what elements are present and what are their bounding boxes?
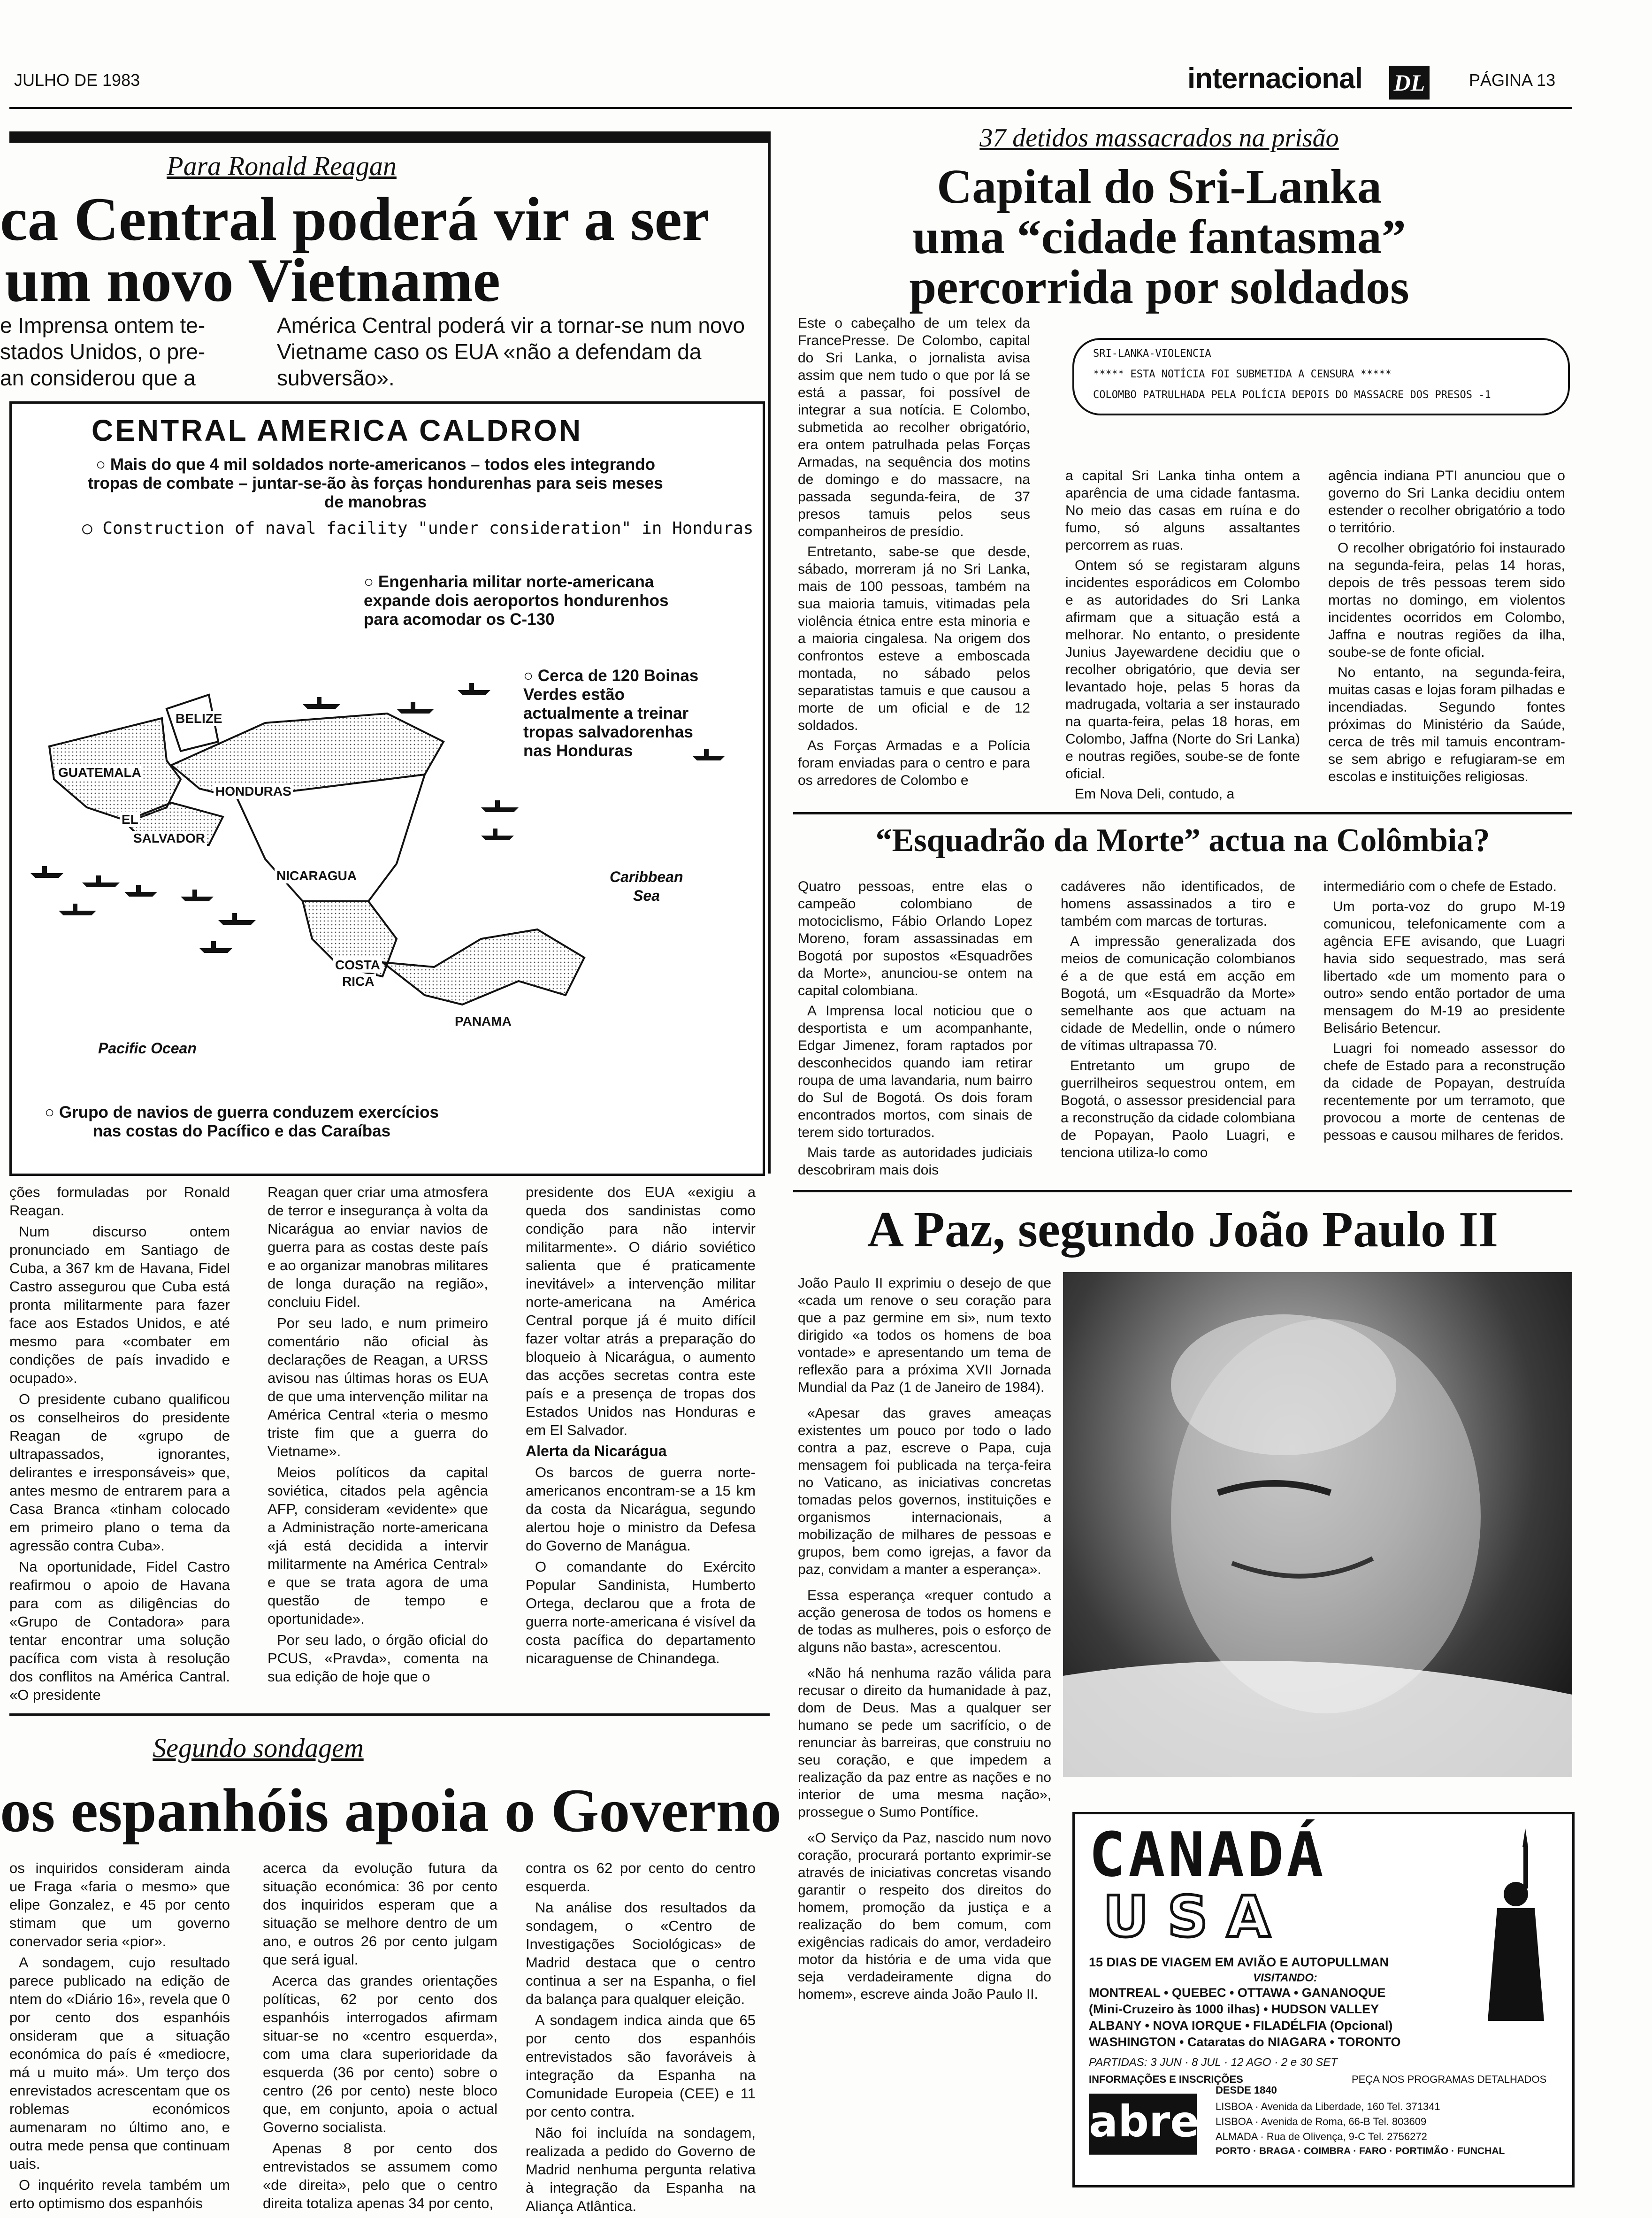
reagan-headline-2: um novo Vietname	[5, 246, 500, 315]
ad-line-2: MONTREAL • QUEBEC • OTTAWA • GANANOQUE	[1089, 1986, 1386, 2000]
map-bullet-2	[82, 519, 763, 538]
travel-ad	[1072, 1812, 1575, 2187]
ad-visiting: VISITANDO:	[1253, 1972, 1317, 1984]
newspaper-logo: DL	[1389, 66, 1430, 100]
srilanka-col-1	[798, 315, 1030, 792]
espanha-col1-p1: os inquiridos consideram ainda ue Fraga «faria o mesmo» que elipe Gonzalez, e 45 por cento stimam que um governo conervador seria «pior».	[9, 1860, 230, 1949]
bullet-circle-icon: ○	[96, 455, 110, 474]
map-box	[9, 401, 765, 1176]
papa-p2: «Apesar das graves ameaças existentes um pouco por todo o lado contra a paz, escreve o Papa, cuja mensagem foi publicada na terça-feira no Vaticano, as iniciativas concretas tomadas pelos governos, instituições e organismos internacionais, a mobilização de milhares de pessoas e grupos, bem como igrejas, a favor da paz, convidam a manter a esperança».	[798, 1405, 1051, 1577]
reagan-subhead: Alerta da Nicarágua	[526, 1443, 667, 1459]
reagan-col2-p4: Por seu lado, o órgão oficial do PCUS, «Pravda», comenta na sua edição de hoje que o	[268, 1632, 488, 1685]
papa-col-1	[798, 1274, 1051, 2006]
ad-programs: PEÇA NOS PROGRAMAS DETALHADOS	[1352, 2073, 1547, 2085]
map-bullet-4-text: Cerca de 120 Boinas Verdes estão actualmente a treinar tropas salvadorenhas nas Honduras	[523, 667, 699, 760]
label-rica: RICA	[340, 974, 376, 989]
espanha-col1-p2: A sondagem, cujo resultado parece publicado na edição de ntem do «Diário 16», revela que 0 por cento dos espanhóis onsideram que a situação económica do país é «mediocre, má u muito má». Um terço dos enrevistados acrescentam que os roblemas económicos aumenaram no último ano, e outra mede pensa que continuam uais.	[9, 1954, 230, 2172]
reagan-col3-p3: O comandante do Exército Popular Sandinista, Humberto Ortega, declarou que a frota de guerra norte-americana é visível da costa pacífica do departamento nicaraguense de Chinandega.	[526, 1558, 756, 1666]
central-america-map	[12, 638, 758, 1023]
map-bullet-1	[82, 455, 669, 512]
page-number: PÁGINA 13	[1469, 70, 1556, 90]
label-sea: Sea	[631, 887, 662, 905]
pope-photo	[1063, 1272, 1572, 1777]
telex-box	[1072, 338, 1570, 415]
reagan-col3-p1: presidente dos EUA «exigiu a queda dos sandinistas como condição para não intervir militarmente». O diário soviético salienta que é praticamente inevitável» a intervenção militar norte-americana na América Central porque já é muito difícil fazer voltar atrás a preparação do bloqueio à Nicarágua, o aumento das acções secretas contra este país e a presença de tropas dos Estados Unidos nas Honduras e em El Salvador.	[526, 1184, 756, 1438]
reagan-col2-p2: Por seu lado, e num primeiro comentário não oficial às declarações de Reagan, a URSS avisou nas últimas horas os EUA de que uma intervenção militar na América Central «teria o mesmo triste fim que a guerra do Vietname».	[268, 1315, 488, 1459]
espanha-col-2	[263, 1859, 497, 2215]
srilanka-col1-p1: Este o cabeçalho de um telex da FrancePresse. De Colombo, capital do Sri Lanka, o jornalista avisa assim que nem tudo o que por lá se está a passar, foi possível de integrar a sua notícia. E Colombo, submetida ao recolher obrigatório, era ontem patrulhada pelas Forças Armadas, na sequência dos motins de domingo e do massacre, na passada segunda-feira, de 37 presos tamuis pelos seus companheiros de presídio.	[798, 315, 1030, 539]
ad-line-4: ALBANY • NOVA IORQUE • FILADÉLFIA (Opcional)	[1089, 2018, 1393, 2033]
espanha-col2-p2: Acerca das grandes orientações políticas, 62 por cento dos espanhóis interrogados afirmam situar-se no «centro esquerda», com uma clara superioridade da esquerda (36 por cento) sobre o centro (26 por cento) neste bloco que, em conjunto, apoia o actual Governo socialista.	[263, 1972, 497, 2135]
srilanka-col1-p2: Entretanto, sabe-se que desde, sábado, morreram já no Sri Lanka, mais de 100 pessoas, também na sua maioria tamuis, vitimadas pela violência étnica entre esta minoria e a maioria cingalesa. Na origem dos confrontos esteve a emboscada montada, no sábado pelos separatistas tamuis e que causou a morte de um oficial e de 12 soldados.	[798, 544, 1030, 733]
label-caribbean: Caribbean	[608, 868, 685, 886]
colombia-col3-p3: Luagri foi nomeado assessor do chefe de Estado para a reconstrução da cidade de Popayan, destruída recentemente por um terramoto, que provocou a morte de centenas de pessoas e causou milhares de feridos.	[1323, 1041, 1565, 1143]
header-date: JULHO DE 1983	[14, 70, 140, 90]
espanha-col2-p1: acerca da evolução futura da situação económica: 36 por cento dos inquiridos esperam que a situação se melhore dentro de um ano, e outros 26 por cento julgam que será igual.	[263, 1860, 497, 1968]
colombia-headline: “Esquadrão da Morte” actua na Colômbia?	[875, 822, 1490, 859]
label-nicaragua: NICARAGUA	[275, 868, 359, 883]
reagan-col3-p2: Os barcos de guerra norte-americanos encontram-se a 15 km da costa da Nicarágua, segundo alertou hoje o ministro da Defesa do Governo de Manágua.	[526, 1464, 756, 1554]
telex-line-1: SRI-LANKA-VIOLENCIA	[1093, 348, 1211, 360]
reagan-col1-p4: Na oportunidade, Fidel Castro reafirmou o apoio de Havana para com as diligências do «Grupo de Contadora» para tentar encontrar uma solução pacífica com vista à resolução dos conflitos na América Cantral. «O presidente	[9, 1558, 230, 1703]
reagan-col-1	[9, 1183, 230, 1707]
srilanka-col2-p3: Em Nova Deli, contudo, a	[1075, 786, 1235, 802]
label-pacific: Pacific Ocean	[96, 1040, 199, 1057]
ad-line-5: WASHINGTON • Cataratas do NIAGARA • TORONTO	[1089, 2035, 1401, 2049]
map-title: CENTRAL AMERICA CALDRON	[92, 414, 583, 447]
srilanka-kicker: 37 detidos massacrados na prisão	[979, 123, 1339, 153]
srilanka-col2-p1: a capital Sri Lanka tinha ontem a aparência de uma cidade fantasma. No meio das casas em ruína e do fumo, só alguns assaltantes percorrem as ruas.	[1065, 468, 1300, 553]
srilanka-headline-3: percorrida por soldados	[909, 260, 1409, 314]
bullet-circle-icon: ○	[82, 519, 103, 538]
espanha-col3-p3: A sondagem indica ainda que 65 por cento dos espanhóis entrevistados são favoráveis à integração da Espanha na Comunidade Europeia (CEE) e 11 por cento contra.	[526, 2012, 756, 2120]
reagan-lead-left: e Imprensa ontem te- stados Unidos, o pre- an considerou que a	[0, 313, 206, 390]
reagan-lead-right: América Central poderá vir a tornar-se num novo Vietname caso os EUA «não a defendam da subversão».	[277, 313, 745, 390]
espanha-col-3	[526, 1859, 756, 2218]
map-bullet-5	[31, 1103, 453, 1141]
srilanka-bottom-rule	[793, 812, 1572, 814]
colombia-col2-p2: A impressão generalizada dos meios de comunicação colombianos é a de que está em acção em Bogotá, um «Esquadrão da Morte» semelhante aos que actuam na cidade de Medellin, onde o número de vítimas ultrapassa 70.	[1061, 934, 1295, 1053]
colombia-col2-p3: Entretanto um grupo de guerrilheiros sequestrou ontem, em Bogotá, o assessor presidencial para a reconstrução da cidade colombiana de Popayan, Paolo Luagri, e tenciona utiliza-lo como	[1061, 1058, 1295, 1160]
colombia-col-2	[1061, 878, 1295, 1164]
telex-line-2: ***** ESTA NOTÍCIA FOI SUBMETIDA A CENSURA *****	[1093, 368, 1392, 380]
papa-headline: A Paz, segundo João Paulo II	[867, 1202, 1499, 1258]
ad-partidas: PARTIDAS: 3 JUN · 8 JUL · 12 AGO · 2 e 30 SET	[1089, 2056, 1338, 2069]
ad-address-3: ALMADA · Rua de Olivença, 9-C Tel. 2756272	[1216, 2131, 1427, 2142]
srilanka-col-3	[1328, 467, 1565, 788]
espanha-kicker: Segundo sondagem	[153, 1733, 364, 1763]
statue-of-liberty-icon	[1478, 1824, 1563, 2021]
ad-brand-logo: abreu	[1089, 2094, 1197, 2155]
bullet-circle-icon: ○	[44, 1103, 59, 1121]
colombia-col1-p3: Mais tarde as autoridades judiciais descobriram mais dois	[798, 1145, 1032, 1178]
colombia-col-3	[1323, 878, 1565, 1147]
espanha-col3-p1: contra os 62 por cento do centro esquerda.	[526, 1860, 756, 1895]
bullet-circle-icon: ○	[364, 573, 378, 591]
reagan-col-3	[526, 1183, 756, 1670]
ad-title-usa: USA	[1103, 1885, 1289, 1950]
espanha-col3-p2: Na análise dos resultados da sondagem, o «Centro de Investigações Sociológicas» de Madrid destaca que o centro continua a ser na Espanha, o fiel da balança para qualquer eleição.	[526, 1899, 756, 2007]
srilanka-col3-p1: agência indiana PTI anunciou que o governo do Sri Lanka decidiu ontem estender o recolher obrigatório a todo o território.	[1328, 468, 1565, 536]
ad-address-2: LISBOA · Avenida de Roma, 66-B Tel. 803609	[1216, 2116, 1427, 2127]
label-belize: BELIZE	[174, 711, 224, 726]
label-honduras: HONDURAS	[214, 784, 293, 799]
colombia-col3-p2: Um porta-voz do grupo M-19 comunicou, telefonicamente com a agência EFE avisando, que Luagri havia sido sequestrado, mas será libertado «de um momento para o outro» sendo então portador de uma mensagem do M-19 ao presidente Belisário Betencur.	[1323, 899, 1565, 1036]
espanha-headline: os espanhóis apoia o Governo	[0, 1776, 781, 1845]
reagan-col2-p3: Meios políticos da capital soviética, citados pela agência AFP, consideram «evidente» que a Administração norte-americana «já está decidida a intervir militarmente na América Central» e que se trata agora de uma questão de tempo e oportunidade».	[268, 1464, 488, 1627]
bullet-circle-icon: ○	[523, 667, 538, 685]
espanha-col2-p3: Apenas 8 por cento dos entrevistados se assumem como «de direita», pelo que o centro direita totaliza apenas 34 por cento,	[263, 2140, 497, 2211]
reagan-kicker: Para Ronald Reagan	[167, 151, 397, 181]
papa-p1: João Paulo II exprimiu o desejo de que «cada um renove o seu coração para que a paz germine em si», num texto dirigido «a todos os homens de boa vontade» e apresentando um tema de reflexão para a próxima XVII Jornada Mundial da Paz (1 de Janeiro de 1984).	[798, 1275, 1051, 1395]
reagan-top-rule	[9, 131, 770, 143]
map-bullet-2-text: Construction of naval facility "under consideration" in Honduras	[102, 519, 754, 538]
reagan-col1-p1: ções formuladas por Ronald Reagan.	[9, 1184, 230, 1219]
ad-since: DESDE 1840	[1216, 2084, 1277, 2096]
map-bullet-3	[364, 573, 692, 629]
label-guatemala: GUATEMALA	[56, 765, 143, 780]
reagan-col1-p3: O presidente cubano qualificou os conselheiros do presidente Reagan de «grupo de ultrapassados, ignorantes, delirantes e irresponsáveis» que, antes mesmo de entrarem para a Casa Branca «tinham colocado em primeiro plano o tema da agressão contra Cuba».	[9, 1391, 230, 1554]
panama-shape	[382, 929, 584, 1005]
srilanka-col3-p2: O recolher obrigatório foi instaurado na segunda-feira, pelas 14 horas, depois de três pessoas terem sido mortas no domingo, em violentos incidentes ocorridos em Colombo, Jaffna e noutras regiões da ilha, soube-se de fonte oficial.	[1328, 540, 1565, 660]
srilanka-headline-1: Capital do Sri-Lanka	[937, 160, 1382, 214]
reagan-col2-p1: Reagan quer criar uma atmosfera de terror e insegurança à volta da Nicarágua ao enviar navios de guerra para as costas deste país e ao organizar manobras militares de longa duração na região», concluiu Fidel.	[268, 1184, 488, 1310]
papa-p3: Essa esperança «requer contudo a acção generosa de todos os homens e de todas as mulheres, pois o esforço de alguns não basta», acrescentou.	[798, 1588, 1051, 1655]
colombia-col2-p1: cadáveres não identificados, de homens assassinados a tiro e também com marcas de torturas.	[1061, 879, 1295, 929]
ad-address-4: PORTO · BRAGA · COIMBRA · FARO · PORTIMÃO · FUNCHAL	[1216, 2146, 1505, 2157]
ad-address-1: LISBOA · Avenida da Liberdade, 160 Tel. 371341	[1216, 2101, 1440, 2112]
srilanka-col1-p3: As Forças Armadas e a Polícia foram enviadas para o centro e para os arredores de Colombo e	[798, 738, 1030, 788]
map-bullet-1-text: Mais do que 4 mil soldados norte-americanos – todos eles integrando tropas de combate – juntar-se-ão às forças hondurenhas para seis meses de manobras	[88, 455, 663, 511]
srilanka-col2-p2: Ontem só se registaram alguns incidentes esporádicos em Colombo e as autoridades do Sri Lanka afirmam que a situação está a melhorar. No entanto, o presidente Junius Jayewardene decidiu que o recolher obrigatório, que devia ser levantado hoje, pelas 5 horas da madrugada, voltaria a ser instaurado na quarta-feira, pelas 18 horas, em Colombo, Jaffna (Norte do Sri Lanka) e noutras regiões, soube-se de fonte oficial.	[1065, 558, 1300, 782]
header-rule	[9, 107, 1572, 109]
espanha-col1-p3: O inquérito revela também um erto optimismo dos espanhóis	[9, 2177, 230, 2211]
reagan-col-2	[268, 1183, 488, 1688]
srilanka-col-2	[1065, 467, 1300, 806]
srilanka-col3-p3: No entanto, na segunda-feira, muitas casas e lojas foram pilhadas e incendiadas. Segundo fontes próximas do Ministério da Saúde, cerca de três mil tamuis encontram-se sem abrigo e refugiaram-se em escolas e instituições religiosas.	[1328, 665, 1565, 784]
papa-p5: «O Serviço da Paz, nascido num novo coração, procurará portanto exprimir-se através de iniciativas concretas visando garantir o respeito dos direitos do homem, promoção da justiça e a realização do bem comum, com exigências radicais do amor, verdadeiro motor da história e de uma vida que seja verdadeiramente digna do homem», escreve ainda João Paulo II.	[798, 1830, 1051, 2002]
srilanka-headline-2: uma “cidade fantasma”	[912, 210, 1406, 264]
papa-p4: «Não há nenhuma razão válida para recusar o direito da humanidade à paz, dom de Deus. Mas a qualquer ser humano se pede um sacrifício, o de renunciar às barreiras, que construiu no seu coração, e que impedem a realização da paz entre as nações e no interior de uma mesma nação», prossegue o Sumo Pontífice.	[798, 1665, 1051, 1820]
pope-portrait-image	[1063, 1272, 1572, 1777]
label-costa: COSTA	[333, 958, 382, 973]
map-bullet-5-text: Grupo de navios de guerra conduzem exercícios nas costas do Pacífico e das Caraíbas	[59, 1103, 439, 1140]
label-salvador: SALVADOR	[131, 831, 207, 846]
colombia-col-1	[798, 878, 1032, 1182]
telex-line-3: COLOMBO PATRULHADA PELA POLÍCIA DEPOIS DO MASSACRE DOS PRESOS -1	[1093, 389, 1491, 401]
reagan-col1-p2: Num discurso ontem pronunciado em Santiago de Cuba, a 367 km de Havana, Fidel Castro assegurou que Cuba está pronta militarmente para fazer face aos Estados Unidos, e até mesmo para «combater em condições de país invadido e ocupado».	[9, 1223, 230, 1386]
label-el: EL	[120, 812, 140, 827]
map-bullet-3-text: Engenharia militar norte-americana expande dois aeroportos hondurenhos para acomodar os C-130	[364, 573, 669, 629]
reagan-headline-1: ca Central poderá vir a ser	[0, 184, 710, 253]
espanha-col-1	[9, 1859, 230, 2215]
colombia-col1-p2: A Imprensa local noticiou que o desportista e um acompanhante, Edgar Jimenez, foram raptados por desconhecidos quando iam retirar roupa de uma lavandaria, num bairro do Sul de Bogotá. Os dois foram encontrados mortos, com sinais de terem sido torturados.	[798, 1003, 1032, 1140]
label-panama: PANAMA	[453, 1014, 513, 1029]
reagan-right-rule	[768, 131, 771, 1174]
espanha-col3-p4: Não foi incluída na sondagem, realizada a pedido do Governo de Madrid nenhuma pergunta relativa à integração da Espanha na Aliança Atlântica.	[526, 2125, 756, 2214]
ad-title-canada: CANADÁ	[1089, 1819, 1326, 1890]
espanha-top-rule	[9, 1713, 770, 1716]
section-title: internacional	[1187, 62, 1362, 95]
colombia-col1-p1: Quatro pessoas, entre elas o campeão colombiano de motociclismo, Fábio Orlando Lopez Moreno, foram assassinadas em Bogotá por supostos «Esquadrões da Morte», anunciou-se ontem na capital colombiana.	[798, 879, 1032, 998]
colombia-col3-p1: intermediário com o chefe de Estado.	[1323, 879, 1557, 894]
ad-line-3: (Mini-Cruzeiro às 1000 ilhas) • HUDSON VALLEY	[1089, 2002, 1379, 2016]
ad-line-1: 15 DIAS DE VIAGEM EM AVIÃO E AUTOPULLMAN	[1089, 1955, 1389, 1969]
colombia-bottom-rule	[793, 1190, 1572, 1192]
ad-info: INFORMAÇÕES E INSCRIÇÕES	[1089, 2073, 1243, 2085]
